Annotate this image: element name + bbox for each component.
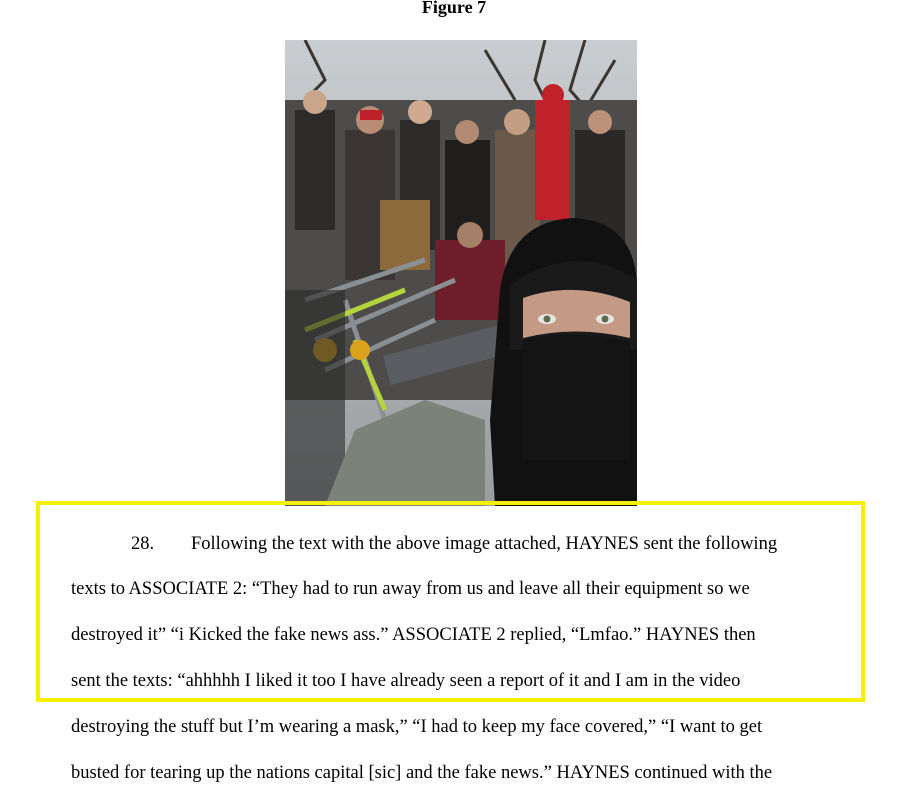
selfie-photo	[285, 40, 637, 506]
paragraph-line-4: sent the texts: “ahhhhh I liked it too I have already seen a report of it and I am in the video	[71, 671, 741, 691]
paragraph-line-6: busted for tearing up the nations capital [sic] and the fake news.” HAYNES continued with the	[71, 763, 773, 783]
paragraph-line-5: destroying the stuff but I’m wearing a mask,” “I had to keep my face covered,” “I want to get	[71, 717, 763, 737]
paragraph-line-1: Following the text with the above image attached, HAYNES sent the following	[191, 534, 778, 554]
paragraph-number: 28.	[131, 534, 155, 554]
paragraph-line-2: texts to ASSOCIATE 2: “They had to run away from us and leave all their equipment so we	[71, 579, 750, 599]
figure-title: Figure 7	[421, 0, 487, 17]
photo-illustration	[285, 40, 637, 506]
paragraph-line-3: destroyed it” “i Kicked the fake news ass.” ASSOCIATE 2 replied, “Lmfao.” HAYNES then	[71, 625, 756, 645]
